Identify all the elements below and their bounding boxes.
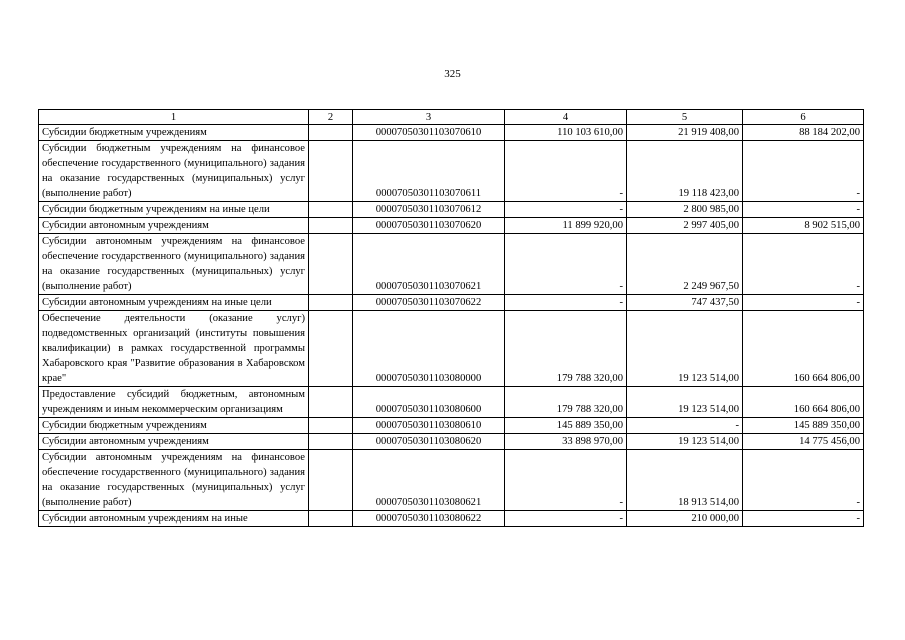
row-name-cell: Субсидии автономным учреждениям на финансовое обеспечение государственного (муниципального) задания на оказание государственных (муниципальных) услуг (выполнение работ)	[39, 450, 309, 511]
row-column5-cell: 210 000,00	[627, 511, 743, 527]
row-name-cell: Субсидии бюджетным учреждениям на иные цели	[39, 202, 309, 218]
table-row	[39, 218, 864, 234]
table-row	[39, 295, 864, 311]
row-column6-cell: -	[743, 234, 864, 295]
table-row	[39, 141, 864, 202]
row-column4-cell: -	[505, 141, 627, 202]
row-col2-cell	[309, 218, 353, 234]
row-name-cell: Предоставление субсидий бюджетным, автономным учреждениям и иным некоммерческим организациям	[39, 387, 309, 418]
row-code-cell: 00007050301103070610	[353, 125, 505, 141]
row-column6-cell: -	[743, 295, 864, 311]
row-code-cell: 00007050301103070611	[353, 141, 505, 202]
row-name-cell: Субсидии автономным учреждениям на финансовое обеспечение государственного (муниципального) задания на оказание государственных (муниципальных) услуг (выполнение работ)	[39, 234, 309, 295]
table-row	[39, 311, 864, 387]
row-name-cell: Обеспечение деятельности (оказание услуг) подведомственных организаций (институты повышения квалификации) в рамках государственной программы Хабаровского края "Развитие образования в Хабаровском крае"	[39, 311, 309, 387]
budget-table	[38, 109, 864, 527]
row-column6-cell: 145 889 350,00	[743, 418, 864, 434]
row-col2-cell	[309, 202, 353, 218]
table-row	[39, 511, 864, 527]
column-header: 4	[505, 110, 627, 125]
row-col2-cell	[309, 511, 353, 527]
column-header: 3	[353, 110, 505, 125]
row-col2-cell	[309, 234, 353, 295]
table-row	[39, 234, 864, 295]
row-code-cell: 00007050301103080600	[353, 387, 505, 418]
column-header: 2	[309, 110, 353, 125]
row-column4-cell: -	[505, 202, 627, 218]
row-code-cell: 00007050301103080620	[353, 434, 505, 450]
row-col2-cell	[309, 295, 353, 311]
row-code-cell: 00007050301103080610	[353, 418, 505, 434]
row-column6-cell: -	[743, 511, 864, 527]
row-col2-cell	[309, 418, 353, 434]
row-column5-cell: 19 123 514,00	[627, 434, 743, 450]
row-name-cell: Субсидии бюджетным учреждениям	[39, 418, 309, 434]
row-name-cell: Субсидии бюджетным учреждениям на финансовое обеспечение государственного (муниципального) задания на оказание государственных (муниципальных) услуг (выполнение работ)	[39, 141, 309, 202]
row-code-cell: 00007050301103070622	[353, 295, 505, 311]
row-code-cell: 00007050301103070612	[353, 202, 505, 218]
header-row	[39, 110, 864, 125]
row-column6-cell: 88 184 202,00	[743, 125, 864, 141]
row-column4-cell: -	[505, 234, 627, 295]
row-code-cell: 00007050301103070621	[353, 234, 505, 295]
row-column4-cell: 33 898 970,00	[505, 434, 627, 450]
row-column4-cell: -	[505, 295, 627, 311]
table-row	[39, 387, 864, 418]
row-column5-cell: 19 123 514,00	[627, 311, 743, 387]
row-col2-cell	[309, 141, 353, 202]
row-column4-cell: 11 899 920,00	[505, 218, 627, 234]
row-name-cell: Субсидии автономным учреждениям	[39, 434, 309, 450]
page-number: 325	[444, 68, 461, 80]
row-column5-cell: 2 997 405,00	[627, 218, 743, 234]
row-column5-cell: -	[627, 418, 743, 434]
row-code-cell: 00007050301103080622	[353, 511, 505, 527]
row-code-cell: 00007050301103080000	[353, 311, 505, 387]
table-row	[39, 202, 864, 218]
row-column5-cell: 2 249 967,50	[627, 234, 743, 295]
row-col2-cell	[309, 450, 353, 511]
row-column6-cell: 14 775 456,00	[743, 434, 864, 450]
row-column5-cell: 19 118 423,00	[627, 141, 743, 202]
row-column5-cell: 19 123 514,00	[627, 387, 743, 418]
row-name-cell: Субсидии бюджетным учреждениям	[39, 125, 309, 141]
row-col2-cell	[309, 125, 353, 141]
row-code-cell: 00007050301103070620	[353, 218, 505, 234]
row-column4-cell: 145 889 350,00	[505, 418, 627, 434]
row-column5-cell: 18 913 514,00	[627, 450, 743, 511]
row-col2-cell	[309, 434, 353, 450]
row-col2-cell	[309, 387, 353, 418]
row-column4-cell: 179 788 320,00	[505, 387, 627, 418]
row-column5-cell: 21 919 408,00	[627, 125, 743, 141]
table-row	[39, 450, 864, 511]
column-header: 5	[627, 110, 743, 125]
row-column4-cell: 179 788 320,00	[505, 311, 627, 387]
row-column6-cell: -	[743, 202, 864, 218]
column-header: 1	[39, 110, 309, 125]
row-column5-cell: 2 800 985,00	[627, 202, 743, 218]
table-row	[39, 418, 864, 434]
row-name-cell: Субсидии автономным учреждениям на иные	[39, 511, 309, 527]
column-header: 6	[743, 110, 864, 125]
row-code-cell: 00007050301103080621	[353, 450, 505, 511]
row-column6-cell: -	[743, 141, 864, 202]
row-column6-cell: 160 664 806,00	[743, 311, 864, 387]
table-row	[39, 125, 864, 141]
row-column4-cell: -	[505, 511, 627, 527]
row-name-cell: Субсидии автономным учреждениям	[39, 218, 309, 234]
row-column6-cell: 160 664 806,00	[743, 387, 864, 418]
row-column6-cell: 8 902 515,00	[743, 218, 864, 234]
row-column4-cell: 110 103 610,00	[505, 125, 627, 141]
row-column5-cell: 747 437,50	[627, 295, 743, 311]
row-name-cell: Субсидии автономным учреждениям на иные цели	[39, 295, 309, 311]
row-column4-cell: -	[505, 450, 627, 511]
row-col2-cell	[309, 311, 353, 387]
table-row	[39, 434, 864, 450]
row-column6-cell: -	[743, 450, 864, 511]
